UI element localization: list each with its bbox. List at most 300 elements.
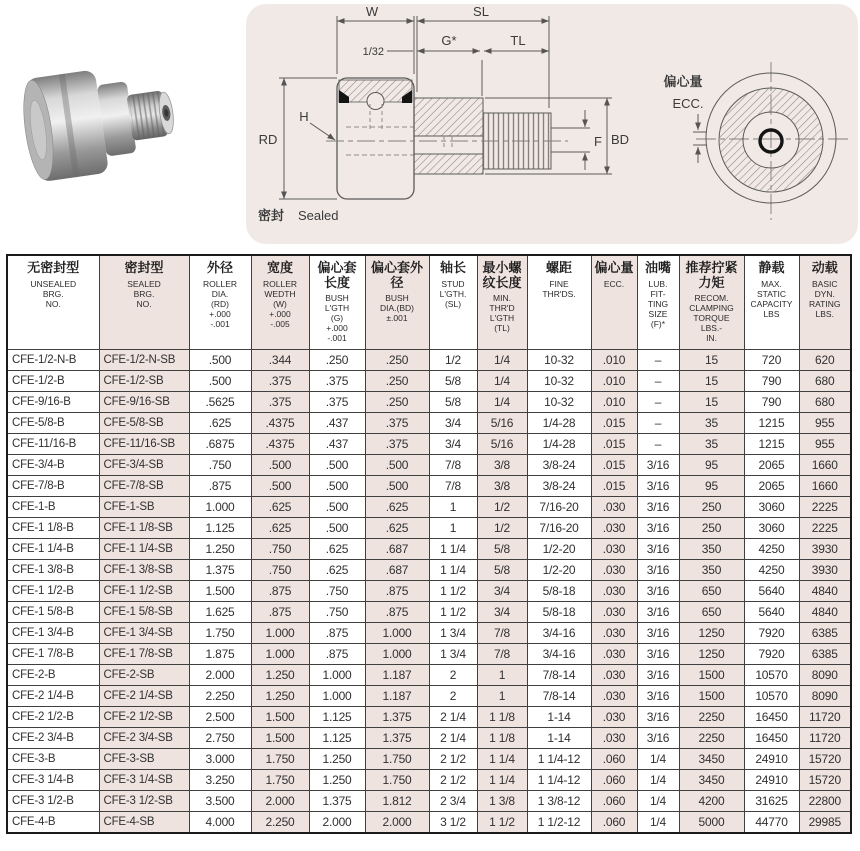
column-header: 推荐拧紧力矩 RECOM. CLAMPING TORQUE LBS.- IN. bbox=[679, 255, 744, 350]
table-cell: 650 bbox=[679, 602, 744, 623]
table-cell: .500 bbox=[189, 371, 251, 392]
column-header: 螺距 FINE THR'DS. bbox=[527, 255, 591, 350]
table-cell: 680 bbox=[799, 392, 851, 413]
table-cell: 3/16 bbox=[637, 644, 679, 665]
table-cell: 1 bbox=[429, 497, 477, 518]
table-cell: .750 bbox=[251, 539, 309, 560]
table-cell: CFE-1 3/8-SB bbox=[99, 560, 189, 581]
table-cell: 1 1/2-12 bbox=[527, 812, 591, 834]
table-cell: .250 bbox=[365, 350, 429, 371]
table-cell: 7/8 bbox=[429, 455, 477, 476]
table-cell: 1 1/2 bbox=[429, 602, 477, 623]
table-cell: .5625 bbox=[189, 392, 251, 413]
table-cell: 1-14 bbox=[527, 728, 591, 749]
table-cell: .030 bbox=[591, 602, 637, 623]
table-cell: – bbox=[637, 392, 679, 413]
table-cell: 1 1/4 bbox=[477, 770, 527, 791]
table-cell: 3060 bbox=[744, 497, 799, 518]
top-section bbox=[0, 0, 860, 250]
technical-drawing bbox=[246, 4, 858, 244]
table-cell: CFE-1 7/8-SB bbox=[99, 644, 189, 665]
table-cell: 5640 bbox=[744, 602, 799, 623]
table-cell: .6875 bbox=[189, 434, 251, 455]
table-cell: .375 bbox=[309, 392, 365, 413]
table-row bbox=[7, 623, 851, 644]
table-cell: .625 bbox=[365, 518, 429, 539]
table-cell: 1/2 bbox=[429, 350, 477, 371]
table-cell: 8090 bbox=[799, 665, 851, 686]
table-cell: 7/8-14 bbox=[527, 686, 591, 707]
table-cell: CFE-5/8-B bbox=[7, 413, 99, 434]
table-cell: 1/4 bbox=[477, 371, 527, 392]
table-cell: 1 1/2 bbox=[477, 812, 527, 834]
table-cell: 2065 bbox=[744, 476, 799, 497]
table-cell: 1 3/4 bbox=[429, 644, 477, 665]
table-cell: 6385 bbox=[799, 644, 851, 665]
table-cell: CFE-1 1/8-SB bbox=[99, 518, 189, 539]
table-cell: CFE-1 1/4-B bbox=[7, 539, 99, 560]
dim-label-f: F bbox=[594, 134, 602, 149]
table-cell: 1.000 bbox=[309, 686, 365, 707]
table-row bbox=[7, 497, 851, 518]
table-cell: 7/8 bbox=[477, 644, 527, 665]
table-cell: .875 bbox=[309, 644, 365, 665]
table-cell: 1.500 bbox=[251, 707, 309, 728]
column-header: 宽度 ROLLER WEDTH (W) +.000 -.005 bbox=[251, 255, 309, 350]
table-cell: .625 bbox=[251, 497, 309, 518]
table-row bbox=[7, 770, 851, 791]
seal-label-cn: 密封 bbox=[258, 208, 285, 223]
table-cell: 3/4-16 bbox=[527, 623, 591, 644]
table-cell: 29985 bbox=[799, 812, 851, 834]
table-cell: 7/16-20 bbox=[527, 518, 591, 539]
column-header: 外径 ROLLER DIA. (RD) +.000 -.001 bbox=[189, 255, 251, 350]
table-row bbox=[7, 539, 851, 560]
table-cell: .010 bbox=[591, 392, 637, 413]
table-section bbox=[6, 254, 854, 834]
table-row bbox=[7, 707, 851, 728]
table-cell: 5/8 bbox=[429, 392, 477, 413]
table-row bbox=[7, 476, 851, 497]
table-cell: .030 bbox=[591, 581, 637, 602]
column-header: 偏心套外径 BUSH DIA.(BD) ±.001 bbox=[365, 255, 429, 350]
table-cell: .500 bbox=[309, 455, 365, 476]
table-cell: 3/4-16 bbox=[527, 644, 591, 665]
table-cell: 3.000 bbox=[189, 749, 251, 770]
table-cell: CFE-1 1/4-SB bbox=[99, 539, 189, 560]
table-cell: .015 bbox=[591, 434, 637, 455]
table-cell: 2065 bbox=[744, 455, 799, 476]
table-cell: 1215 bbox=[744, 434, 799, 455]
table-cell: 1660 bbox=[799, 455, 851, 476]
table-cell: 1.000 bbox=[251, 644, 309, 665]
table-cell: .625 bbox=[189, 413, 251, 434]
table-cell: 24910 bbox=[744, 749, 799, 770]
table-cell: 7/16-20 bbox=[527, 497, 591, 518]
table-cell: .375 bbox=[251, 392, 309, 413]
table-row bbox=[7, 728, 851, 749]
table-cell: 5000 bbox=[679, 812, 744, 834]
table-cell: CFE-1-B bbox=[7, 497, 99, 518]
table-cell: CFE-4-SB bbox=[99, 812, 189, 834]
table-cell: 3/16 bbox=[637, 518, 679, 539]
table-row bbox=[7, 455, 851, 476]
table-cell: .875 bbox=[251, 602, 309, 623]
table-cell: 1.125 bbox=[189, 518, 251, 539]
table-cell: 1.750 bbox=[365, 749, 429, 770]
table-cell: 15 bbox=[679, 350, 744, 371]
table-cell: 3060 bbox=[744, 518, 799, 539]
table-cell: CFE-2 1/4-SB bbox=[99, 686, 189, 707]
table-cell: .060 bbox=[591, 770, 637, 791]
table-cell: CFE-3-SB bbox=[99, 749, 189, 770]
table-cell: CFE-1 7/8-B bbox=[7, 644, 99, 665]
table-cell: .875 bbox=[309, 623, 365, 644]
table-cell: 3/8-24 bbox=[527, 455, 591, 476]
table-cell: 24910 bbox=[744, 770, 799, 791]
table-cell: 1.500 bbox=[251, 728, 309, 749]
table-cell: .060 bbox=[591, 812, 637, 834]
table-cell: 10-32 bbox=[527, 350, 591, 371]
table-cell: 720 bbox=[744, 350, 799, 371]
column-header: 最小螺纹长度 MIN. THR'D L'GTH (TL) bbox=[477, 255, 527, 350]
table-cell: 1.125 bbox=[309, 728, 365, 749]
table-cell: CFE-3-B bbox=[7, 749, 99, 770]
table-cell: 3/16 bbox=[637, 728, 679, 749]
table-cell: 7920 bbox=[744, 623, 799, 644]
table-cell: 3.500 bbox=[189, 791, 251, 812]
table-row bbox=[7, 434, 851, 455]
table-cell: 4840 bbox=[799, 581, 851, 602]
table-cell: CFE-1/2-N-SB bbox=[99, 350, 189, 371]
table-cell: CFE-1/2-SB bbox=[99, 371, 189, 392]
table-cell: 3/16 bbox=[637, 476, 679, 497]
table-cell: .344 bbox=[251, 350, 309, 371]
table-cell: 1.187 bbox=[365, 665, 429, 686]
table-cell: CFE-3/4-B bbox=[7, 455, 99, 476]
table-cell: 1 bbox=[477, 665, 527, 686]
table-cell: 3 1/2 bbox=[429, 812, 477, 834]
table-row bbox=[7, 371, 851, 392]
table-cell: 1.250 bbox=[251, 665, 309, 686]
table-cell: .750 bbox=[189, 455, 251, 476]
table-cell: 1 1/4-12 bbox=[527, 749, 591, 770]
table-cell: 3/8-24 bbox=[527, 476, 591, 497]
table-row bbox=[7, 749, 851, 770]
table-cell: 1.250 bbox=[309, 749, 365, 770]
table-cell: CFE-9/16-B bbox=[7, 392, 99, 413]
table-cell: 10-32 bbox=[527, 392, 591, 413]
table-row bbox=[7, 413, 851, 434]
table-cell: 22800 bbox=[799, 791, 851, 812]
table-cell: 1/4 bbox=[477, 392, 527, 413]
table-cell: .250 bbox=[365, 371, 429, 392]
table-cell: 955 bbox=[799, 413, 851, 434]
table-cell: .060 bbox=[591, 749, 637, 770]
dim-label-sl: SL bbox=[473, 4, 489, 19]
table-cell: 8090 bbox=[799, 686, 851, 707]
table-cell: 15 bbox=[679, 371, 744, 392]
table-cell: .030 bbox=[591, 623, 637, 644]
table-cell: 1/2-20 bbox=[527, 539, 591, 560]
table-cell: 15720 bbox=[799, 770, 851, 791]
table-cell: 2250 bbox=[679, 707, 744, 728]
table-cell: 16450 bbox=[744, 728, 799, 749]
product-photo bbox=[14, 52, 204, 192]
table-cell: 15 bbox=[679, 392, 744, 413]
table-cell: 5/8-18 bbox=[527, 581, 591, 602]
table-cell: .060 bbox=[591, 791, 637, 812]
table-cell: .687 bbox=[365, 560, 429, 581]
table-cell: 3/8 bbox=[477, 455, 527, 476]
table-cell: 350 bbox=[679, 560, 744, 581]
table-cell: 1/4 bbox=[637, 812, 679, 834]
table-row bbox=[7, 644, 851, 665]
table-row bbox=[7, 686, 851, 707]
table-cell: .010 bbox=[591, 350, 637, 371]
table-cell: 2.250 bbox=[189, 686, 251, 707]
table-cell: .750 bbox=[309, 602, 365, 623]
table-cell: 1 bbox=[477, 686, 527, 707]
table-cell: CFE-4-B bbox=[7, 812, 99, 834]
table-cell: CFE-1/2-N-B bbox=[7, 350, 99, 371]
table-cell: – bbox=[637, 371, 679, 392]
table-cell: CFE-1-SB bbox=[99, 497, 189, 518]
table-cell: 1/4 bbox=[637, 770, 679, 791]
table-cell: 3/16 bbox=[637, 539, 679, 560]
table-cell: CFE-2-B bbox=[7, 665, 99, 686]
table-cell: .015 bbox=[591, 476, 637, 497]
table-cell: .4375 bbox=[251, 434, 309, 455]
table-cell: 1/4-28 bbox=[527, 413, 591, 434]
table-cell: CFE-1 1/8-B bbox=[7, 518, 99, 539]
table-cell: CFE-3 1/2-SB bbox=[99, 791, 189, 812]
table-cell: 2.000 bbox=[365, 812, 429, 834]
table-row bbox=[7, 791, 851, 812]
table-cell: 4250 bbox=[744, 560, 799, 581]
table-cell: .500 bbox=[309, 497, 365, 518]
column-header: 轴长 STUD L'GTH. (SL) bbox=[429, 255, 477, 350]
table-cell: 3.250 bbox=[189, 770, 251, 791]
table-cell: 44770 bbox=[744, 812, 799, 834]
column-header: 动载 BASIC DYN. RATING LBS. bbox=[799, 255, 851, 350]
table-cell: CFE-1/2-B bbox=[7, 371, 99, 392]
table-cell: 5/8 bbox=[477, 539, 527, 560]
bearing-part bbox=[18, 60, 180, 184]
table-cell: 1660 bbox=[799, 476, 851, 497]
table-cell: 35 bbox=[679, 434, 744, 455]
column-header: 偏心量 ECC. bbox=[591, 255, 637, 350]
table-cell: CFE-1 3/4-SB bbox=[99, 623, 189, 644]
dim-label-w: W bbox=[365, 4, 379, 19]
table-cell: CFE-2 3/4-SB bbox=[99, 728, 189, 749]
table-cell: .625 bbox=[309, 560, 365, 581]
ecc-label-cn: 偏心量 bbox=[663, 74, 703, 89]
table-cell: 1.000 bbox=[365, 623, 429, 644]
table-cell: CFE-2 1/2-SB bbox=[99, 707, 189, 728]
table-row bbox=[7, 581, 851, 602]
table-cell: .875 bbox=[251, 581, 309, 602]
table-cell: .437 bbox=[309, 434, 365, 455]
table-cell: .015 bbox=[591, 455, 637, 476]
table-cell: CFE-3 1/2-B bbox=[7, 791, 99, 812]
table-cell: CFE-3 1/4-SB bbox=[99, 770, 189, 791]
table-cell: 1 1/4 bbox=[429, 560, 477, 581]
table-cell: 5/8 bbox=[477, 560, 527, 581]
table-cell: .750 bbox=[251, 560, 309, 581]
table-cell: 3930 bbox=[799, 539, 851, 560]
table-cell: 1.750 bbox=[251, 749, 309, 770]
table-cell: 1/2 bbox=[477, 518, 527, 539]
dim-label-gap: 1/32 bbox=[362, 46, 384, 58]
table-cell: 1 1/2 bbox=[429, 581, 477, 602]
table-cell: 2.000 bbox=[251, 791, 309, 812]
table-cell: .030 bbox=[591, 518, 637, 539]
table-cell: 1.750 bbox=[251, 770, 309, 791]
table-cell: 5/16 bbox=[477, 434, 527, 455]
table-cell: .030 bbox=[591, 728, 637, 749]
table-cell: .030 bbox=[591, 539, 637, 560]
table-cell: .250 bbox=[309, 350, 365, 371]
table-cell: 1.375 bbox=[309, 791, 365, 812]
seal-label-en: Sealed bbox=[298, 208, 339, 223]
table-cell: .625 bbox=[251, 518, 309, 539]
table-cell: 1500 bbox=[679, 665, 744, 686]
table-cell: 2225 bbox=[799, 518, 851, 539]
table-cell: 35 bbox=[679, 413, 744, 434]
table-cell: .500 bbox=[251, 455, 309, 476]
table-cell: .030 bbox=[591, 665, 637, 686]
table-cell: – bbox=[637, 413, 679, 434]
table-cell: 5/16 bbox=[477, 413, 527, 434]
table-cell: .625 bbox=[365, 497, 429, 518]
dim-label-g: G* bbox=[441, 33, 457, 48]
table-cell: .030 bbox=[591, 686, 637, 707]
table-cell: CFE-1 5/8-B bbox=[7, 602, 99, 623]
table-cell: 1215 bbox=[744, 413, 799, 434]
table-cell: 7/8 bbox=[477, 623, 527, 644]
table-cell: 1.250 bbox=[309, 770, 365, 791]
table-cell: 2 bbox=[429, 686, 477, 707]
table-cell: CFE-2 1/2-B bbox=[7, 707, 99, 728]
table-cell: 2 1/2 bbox=[429, 770, 477, 791]
diagram-panel bbox=[246, 4, 858, 244]
table-cell: 620 bbox=[799, 350, 851, 371]
table-cell: 2 1/4 bbox=[429, 728, 477, 749]
table-cell: 650 bbox=[679, 581, 744, 602]
table-cell: .500 bbox=[189, 350, 251, 371]
table-cell: 350 bbox=[679, 539, 744, 560]
table-cell: 1.375 bbox=[365, 728, 429, 749]
table-cell: 7920 bbox=[744, 644, 799, 665]
table-cell: 2.500 bbox=[189, 707, 251, 728]
table-cell: CFE-5/8-SB bbox=[99, 413, 189, 434]
table-cell: CFE-1 5/8-SB bbox=[99, 602, 189, 623]
table-cell: 2.750 bbox=[189, 728, 251, 749]
table-cell: .500 bbox=[251, 476, 309, 497]
dim-label-rd: RD bbox=[258, 132, 278, 147]
table-cell: 3/4 bbox=[429, 434, 477, 455]
table-cell: 1.500 bbox=[189, 581, 251, 602]
table-cell: 955 bbox=[799, 434, 851, 455]
table-cell: 3/4 bbox=[429, 413, 477, 434]
table-cell: 790 bbox=[744, 371, 799, 392]
table-cell: 3/4 bbox=[477, 602, 527, 623]
table-cell: 1/4-28 bbox=[527, 434, 591, 455]
table-cell: 1.000 bbox=[309, 665, 365, 686]
table-cell: 2 1/4 bbox=[429, 707, 477, 728]
table-cell: CFE-9/16-SB bbox=[99, 392, 189, 413]
table-cell: 1.812 bbox=[365, 791, 429, 812]
table-cell: 7/8-14 bbox=[527, 665, 591, 686]
table-row bbox=[7, 560, 851, 581]
table-cell: .687 bbox=[365, 539, 429, 560]
table-cell: 680 bbox=[799, 371, 851, 392]
table-cell: .375 bbox=[365, 413, 429, 434]
column-header: 偏心套长度 BUSH L'GTH (G) +.000 -.001 bbox=[309, 255, 365, 350]
table-cell: 10570 bbox=[744, 686, 799, 707]
table-cell: .750 bbox=[309, 581, 365, 602]
table-cell: 1.000 bbox=[365, 644, 429, 665]
table-cell: 95 bbox=[679, 455, 744, 476]
table-cell: .500 bbox=[309, 476, 365, 497]
table-cell: .875 bbox=[189, 476, 251, 497]
table-cell: 2225 bbox=[799, 497, 851, 518]
table-cell: 1.125 bbox=[309, 707, 365, 728]
table-cell: 3/4 bbox=[477, 581, 527, 602]
table-cell: 10570 bbox=[744, 665, 799, 686]
table-cell: 3/16 bbox=[637, 455, 679, 476]
table-cell: CFE-2 1/4-B bbox=[7, 686, 99, 707]
table-cell: 7/8 bbox=[429, 476, 477, 497]
table-cell: 3930 bbox=[799, 560, 851, 581]
table-cell: 2.000 bbox=[189, 665, 251, 686]
table-cell: .030 bbox=[591, 644, 637, 665]
table-cell: 1.625 bbox=[189, 602, 251, 623]
front-view bbox=[693, 62, 852, 220]
table-cell: .500 bbox=[309, 518, 365, 539]
table-cell: .375 bbox=[309, 371, 365, 392]
dim-label-tl: TL bbox=[510, 33, 526, 48]
table-cell: 2 1/2 bbox=[429, 749, 477, 770]
table-cell: 3/16 bbox=[637, 665, 679, 686]
table-cell: CFE-1 1/2-SB bbox=[99, 581, 189, 602]
table-cell: 3450 bbox=[679, 770, 744, 791]
table-cell: CFE-1 3/8-B bbox=[7, 560, 99, 581]
table-cell: 1 1/8 bbox=[477, 728, 527, 749]
table-cell: 1250 bbox=[679, 644, 744, 665]
table-cell: 3/8 bbox=[477, 476, 527, 497]
table-cell: 1/4 bbox=[477, 350, 527, 371]
table-cell: 2 3/4 bbox=[429, 791, 477, 812]
table-cell: CFE-3/4-SB bbox=[99, 455, 189, 476]
table-cell: CFE-2 3/4-B bbox=[7, 728, 99, 749]
header-row bbox=[7, 255, 851, 350]
table-cell: .4375 bbox=[251, 413, 309, 434]
table-cell: 1 bbox=[429, 518, 477, 539]
table-cell: 6385 bbox=[799, 623, 851, 644]
table-cell: .625 bbox=[309, 539, 365, 560]
cam-follower-photo bbox=[14, 52, 204, 192]
table-cell: .010 bbox=[591, 371, 637, 392]
column-header: 密封型 SEALED BRG. NO. bbox=[99, 255, 189, 350]
table-cell: 16450 bbox=[744, 707, 799, 728]
table-cell: – bbox=[637, 434, 679, 455]
table-cell: 31625 bbox=[744, 791, 799, 812]
table-cell: 1.250 bbox=[251, 686, 309, 707]
table-cell: CFE-7/8-B bbox=[7, 476, 99, 497]
table-cell: 1/4 bbox=[637, 791, 679, 812]
